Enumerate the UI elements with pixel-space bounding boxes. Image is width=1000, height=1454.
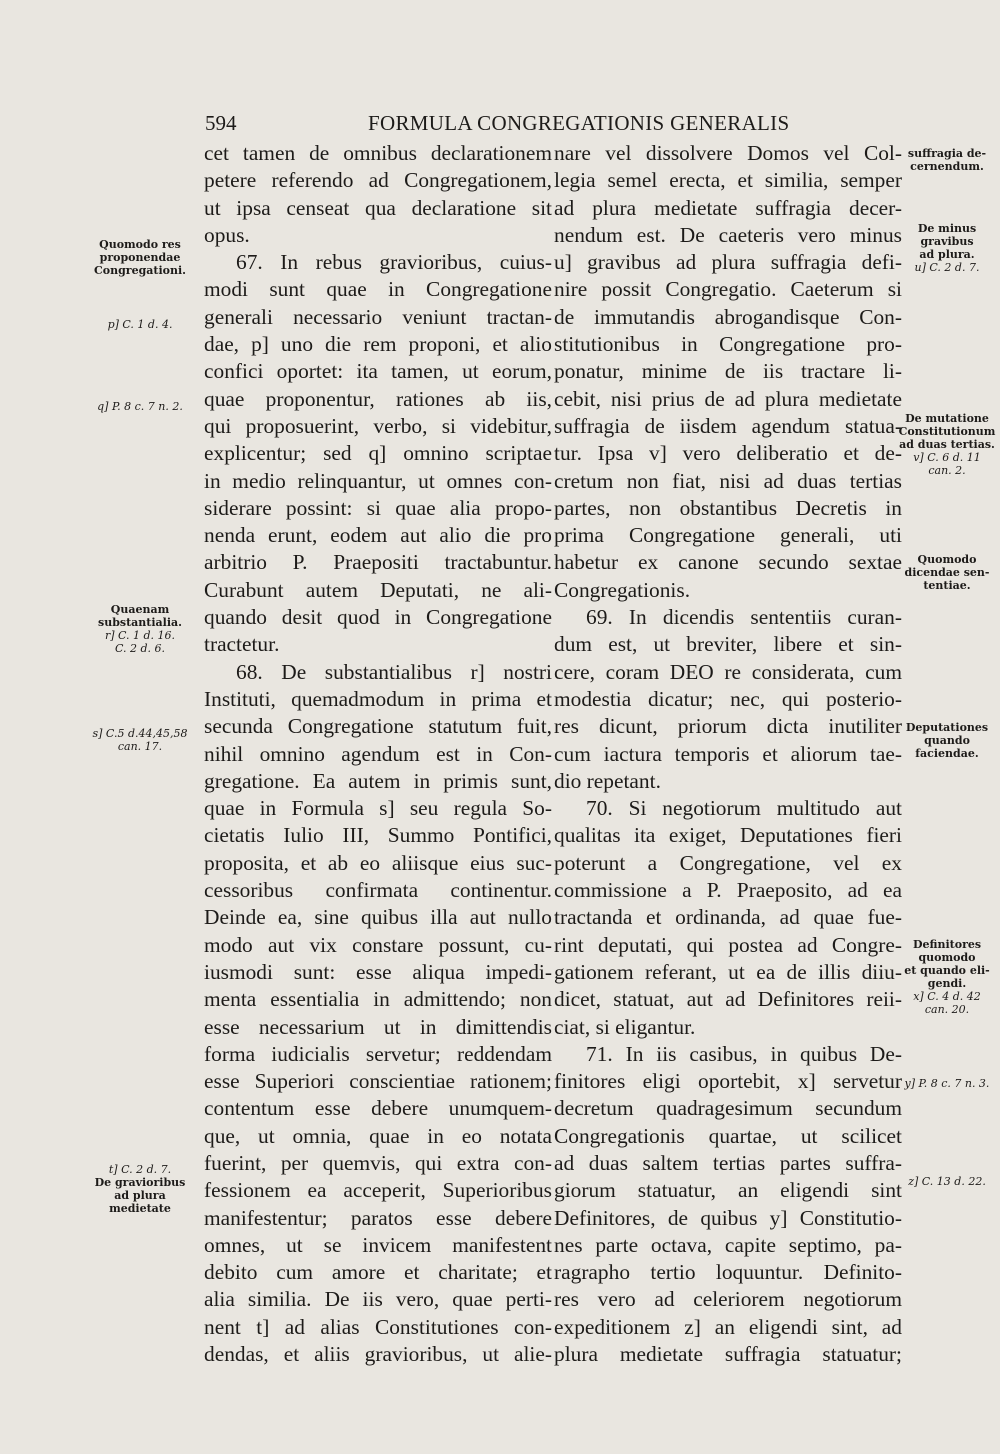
margin-note-line: Deputationes	[905, 721, 989, 734]
margin-reference: C. 2 d. 6.	[114, 642, 166, 655]
text-line: partes, non obstantibus Decretis in	[554, 495, 902, 520]
text-line: ragrapho tertio loquuntur. Definito-	[554, 1260, 902, 1285]
text-line: Curabunt autem Deputati, ne ali-	[204, 577, 552, 602]
text-line: dendas, et aliis gravioribus, ut alie-	[204, 1342, 552, 1367]
text-line: cum iactura temporis et aliorum tae-	[554, 741, 902, 766]
margin-note-line: gendi.	[927, 977, 967, 990]
text-line: omnes, ut se invicem manifestent	[204, 1232, 552, 1257]
margin-note-line: Quaenam	[110, 603, 170, 616]
margin-ref-z	[895, 1175, 999, 1188]
text-line: modestia dicatur; nec, qui posterio-	[554, 686, 902, 711]
margin-note-de-minus	[895, 222, 999, 274]
text-line: Deinde ea, sine quibus illa aut nullo	[204, 905, 552, 930]
text-line: nenda erunt, eodem aut alio die pro	[204, 523, 552, 548]
text-line: qualitas ita exiget, Deputationes fieri	[554, 823, 902, 848]
text-line: res dicunt, priorum dicta inutiliter	[554, 714, 902, 739]
text-line: ciat, si eligantur.	[554, 1014, 696, 1039]
margin-reference: z] C. 13 d. 22.	[908, 1175, 986, 1188]
margin-reference: can. 17.	[117, 740, 163, 753]
text-line: u] gravibus ad plura suffragia defi-	[554, 250, 902, 275]
margin-reference: u] C. 2 d. 7.	[914, 261, 980, 274]
text-line: ad duas saltem tertias partes suffra-	[554, 1150, 902, 1175]
right-text-column	[554, 140, 902, 1368]
text-line: menta essentialia in admittendo; non	[204, 987, 552, 1012]
text-line: dum est, ut breviter, libere et sin-	[554, 632, 902, 657]
text-line: Definitores, de quibus y] Constitutio-	[554, 1205, 902, 1230]
margin-note-line: Quomodo res	[99, 238, 181, 251]
text-line: alia similia. De iis vero, quae perti-	[204, 1287, 552, 1312]
text-line: Congregationis quartae, ut scilicet	[554, 1123, 902, 1148]
text-line: esse necessarium ut in dimittendis	[204, 1014, 552, 1039]
text-line: nent t] ad alias Constitutiones con-	[204, 1314, 552, 1339]
text-line: petere referendo ad Congregationem,	[204, 168, 552, 193]
margin-reference: t] C. 2 d. 7.	[108, 1163, 172, 1176]
text-line: proposita, et ab eo aliisque eius suc-	[204, 850, 552, 875]
margin-reference: s] C.5 d.44,45,58	[92, 727, 188, 740]
margin-ref-y	[895, 1077, 999, 1090]
text-line: poterunt a Congregatione, vel ex	[554, 850, 902, 875]
text-line: opus.	[204, 222, 250, 247]
margin-note-quaenam	[80, 603, 200, 655]
margin-note-line: Quomodo	[917, 553, 977, 566]
text-line: quando desit quod in Congregatione	[204, 605, 552, 630]
text-line: rint deputati, qui postea ad Congre-	[554, 932, 902, 957]
margin-note-line: medietate	[109, 1202, 171, 1215]
text-line: Instituti, quemadmodum in prima et	[204, 686, 552, 711]
margin-note-suffragia	[895, 147, 999, 173]
margin-note-line: Congregationi.	[94, 264, 186, 277]
text-line: gregatione. Ea autem in primis sunt,	[204, 768, 552, 793]
margin-reference: q] P. 8 c. 7 n. 2.	[97, 400, 183, 413]
margin-note-line: ad plura	[114, 1189, 166, 1202]
margin-note-line: De mutatione	[905, 412, 989, 425]
text-line: tractetur.	[204, 632, 280, 657]
text-line: tractanda et ordinanda, ad quae fue-	[554, 905, 902, 930]
text-line: confici oportet: ita tamen, ut eorum,	[204, 359, 552, 384]
margin-note-line: proponendae	[99, 251, 181, 264]
margin-note-deputationes	[895, 721, 999, 760]
text-line: siderare possint: si quae alia propo-	[204, 495, 552, 520]
text-line: expeditionem z] an eligendi sint, ad	[554, 1314, 902, 1339]
text-line: plura medietate suffragia statuatur;	[554, 1342, 902, 1367]
text-line: prima Congregatione generali, uti	[554, 523, 902, 548]
running-title: FORMULA CONGREGATIONIS GENERALIS	[368, 111, 790, 135]
text-line: ponatur, minime de iis tractare li-	[554, 359, 902, 384]
text-line: modo aut vix constare possunt, cu-	[204, 932, 552, 957]
text-line: suffragia de iisdem agendum statua-	[554, 413, 902, 438]
text-line: nare vel dissolvere Domos vel Col-	[554, 141, 902, 165]
text-line: Congregationis.	[554, 577, 691, 602]
page-number: 594	[205, 111, 237, 135]
margin-note-line: faciendae.	[915, 747, 979, 760]
margin-ref-p	[80, 318, 200, 331]
margin-note-de-mutatione	[895, 412, 999, 477]
text-line: ad plura medietate suffragia decer-	[554, 195, 902, 220]
text-line: 68. De substantialibus r] nostri	[236, 659, 552, 684]
text-line: secunda Congregatione statutum fuit,	[204, 714, 552, 739]
text-line: cretum non fiat, nisi ad duas tertias	[554, 468, 902, 493]
text-line: explicentur; sed q] omnino scriptae	[204, 441, 552, 466]
text-line: legia semel erecta, et similia, semper	[554, 168, 902, 193]
text-line: debito cum amore et charitate; et	[204, 1260, 552, 1285]
text-line: finitores eligi oportebit, x] servetur	[554, 1069, 902, 1094]
text-line: dicet, statuat, aut ad Definitores reii-	[554, 987, 902, 1012]
margin-reference: can. 20.	[924, 1003, 970, 1016]
margin-note-line: Definitores	[912, 938, 982, 951]
margin-note-line: ad plura.	[919, 248, 975, 261]
text-line: nihil omnino agendum est in Con-	[204, 741, 552, 766]
text-line: cebit, nisi prius de ad plura medietate	[554, 386, 902, 411]
margin-note-quomodo-dicendae	[895, 553, 999, 592]
margin-note-de-gravioribus	[80, 1163, 200, 1215]
text-line: forma iudicialis servetur; reddendam	[204, 1041, 552, 1066]
text-line: cere, coram DEO re considerata, cum	[554, 659, 902, 684]
text-line: arbitrio P. Praepositi tractabuntur.	[204, 550, 552, 575]
margin-note-line: ad duas tertias.	[899, 438, 995, 451]
text-line: nendum est. De caeteris vero minus	[554, 222, 902, 247]
text-line: generali necessario veniunt tractan-	[204, 304, 552, 329]
text-line: fuerint, per quemvis, qui extra con-	[204, 1150, 552, 1175]
text-line: modi sunt quae in Congregatione	[204, 277, 552, 302]
left-text-column	[204, 140, 552, 1368]
margin-note-line: gravibus	[920, 235, 974, 248]
margin-note-definitores	[895, 938, 999, 1016]
margin-note-line: cernendum.	[910, 160, 984, 173]
text-line: nes parte octava, capite septimo, pa-	[554, 1232, 902, 1257]
margin-reference: can. 2.	[928, 464, 966, 477]
text-line: qui proposuerint, verbo, si videbitur,	[204, 413, 552, 438]
text-line: 67. In rebus gravioribus, cuius-	[236, 250, 552, 275]
text-line: tur. Ipsa v] vero deliberatio et de-	[554, 441, 902, 466]
margin-reference: p] C. 1 d. 4.	[107, 318, 173, 331]
margin-note-line: quando	[924, 734, 970, 747]
margin-note-line: substantialia.	[98, 616, 182, 629]
margin-note-line: et quando eli-	[904, 964, 990, 977]
text-line: giorum statuatur, an eligendi sint	[554, 1178, 902, 1203]
margin-note-line: Constitutionum	[898, 425, 996, 438]
text-line: stitutionibus in Congregatione pro-	[554, 332, 902, 357]
page-header	[0, 108, 1000, 138]
text-line: habetur ex canone secundo sextae	[554, 550, 902, 575]
text-line: res vero ad celeriorem negotiorum	[554, 1287, 902, 1312]
text-line: manifestentur; paratos esse debere	[204, 1205, 552, 1230]
text-line: decretum quadragesimum secundum	[554, 1096, 902, 1121]
margin-note-line: dicendae sen-	[904, 566, 990, 579]
text-line: iusmodi sunt: esse aliqua impedi-	[204, 959, 552, 984]
margin-ref-s	[80, 727, 200, 753]
text-line: quae in Formula s] seu regula So-	[204, 796, 552, 821]
margin-ref-q	[80, 400, 200, 413]
text-line: in medio relinquantur, ut omnes con-	[204, 468, 552, 493]
margin-reference: x] C. 4 d. 42	[913, 990, 981, 1003]
margin-note-line: tentiae.	[923, 579, 971, 592]
text-line: ut ipsa censeat qua declaratione sit	[204, 195, 552, 220]
text-line: dio repetant.	[554, 768, 661, 793]
text-line: que, ut omnia, quae in eo notata	[204, 1123, 552, 1148]
text-line: cessoribus confirmata continentur.	[204, 878, 552, 903]
margin-reference: v] C. 6 d. 11	[913, 451, 981, 464]
text-line: dae, p] uno die rem proponi, et alio	[204, 332, 552, 357]
text-line: quae proponentur, rationes ab iis,	[204, 386, 552, 411]
margin-note-line: De gravioribus	[94, 1176, 186, 1189]
margin-note-quomodo-res	[80, 238, 200, 277]
text-line: fessionem ea acceperit, Superioribus	[204, 1178, 552, 1203]
margin-reference: r] C. 1 d. 16.	[104, 629, 176, 642]
text-line: commissione a P. Praeposito, ad ea	[554, 878, 902, 903]
margin-reference: y] P. 8 c. 7 n. 3.	[904, 1077, 990, 1090]
text-line: 71. In iis casibus, in quibus De-	[586, 1041, 902, 1066]
text-line: gationem referant, ut ea de illis diiu-	[554, 959, 902, 984]
text-line: 69. In dicendis sententiis curan-	[586, 605, 902, 630]
text-line: esse Superiori conscientiae rationem;	[204, 1069, 552, 1094]
text-line: cet tamen de omnibus declarationem	[204, 141, 552, 165]
text-line: de immutandis abrogandisque Con-	[554, 304, 902, 329]
text-line: nire possit Congregatio. Caeterum si	[554, 277, 902, 302]
margin-note-line: suffragia de-	[907, 147, 987, 160]
text-line: cietatis Iulio III, Summo Pontifici,	[204, 823, 552, 848]
margin-note-line: De minus	[917, 222, 977, 235]
text-line: 70. Si negotiorum multitudo aut	[586, 796, 902, 821]
margin-note-line: quomodo	[918, 951, 976, 964]
text-line: contentum esse debere unumquem-	[204, 1096, 552, 1121]
